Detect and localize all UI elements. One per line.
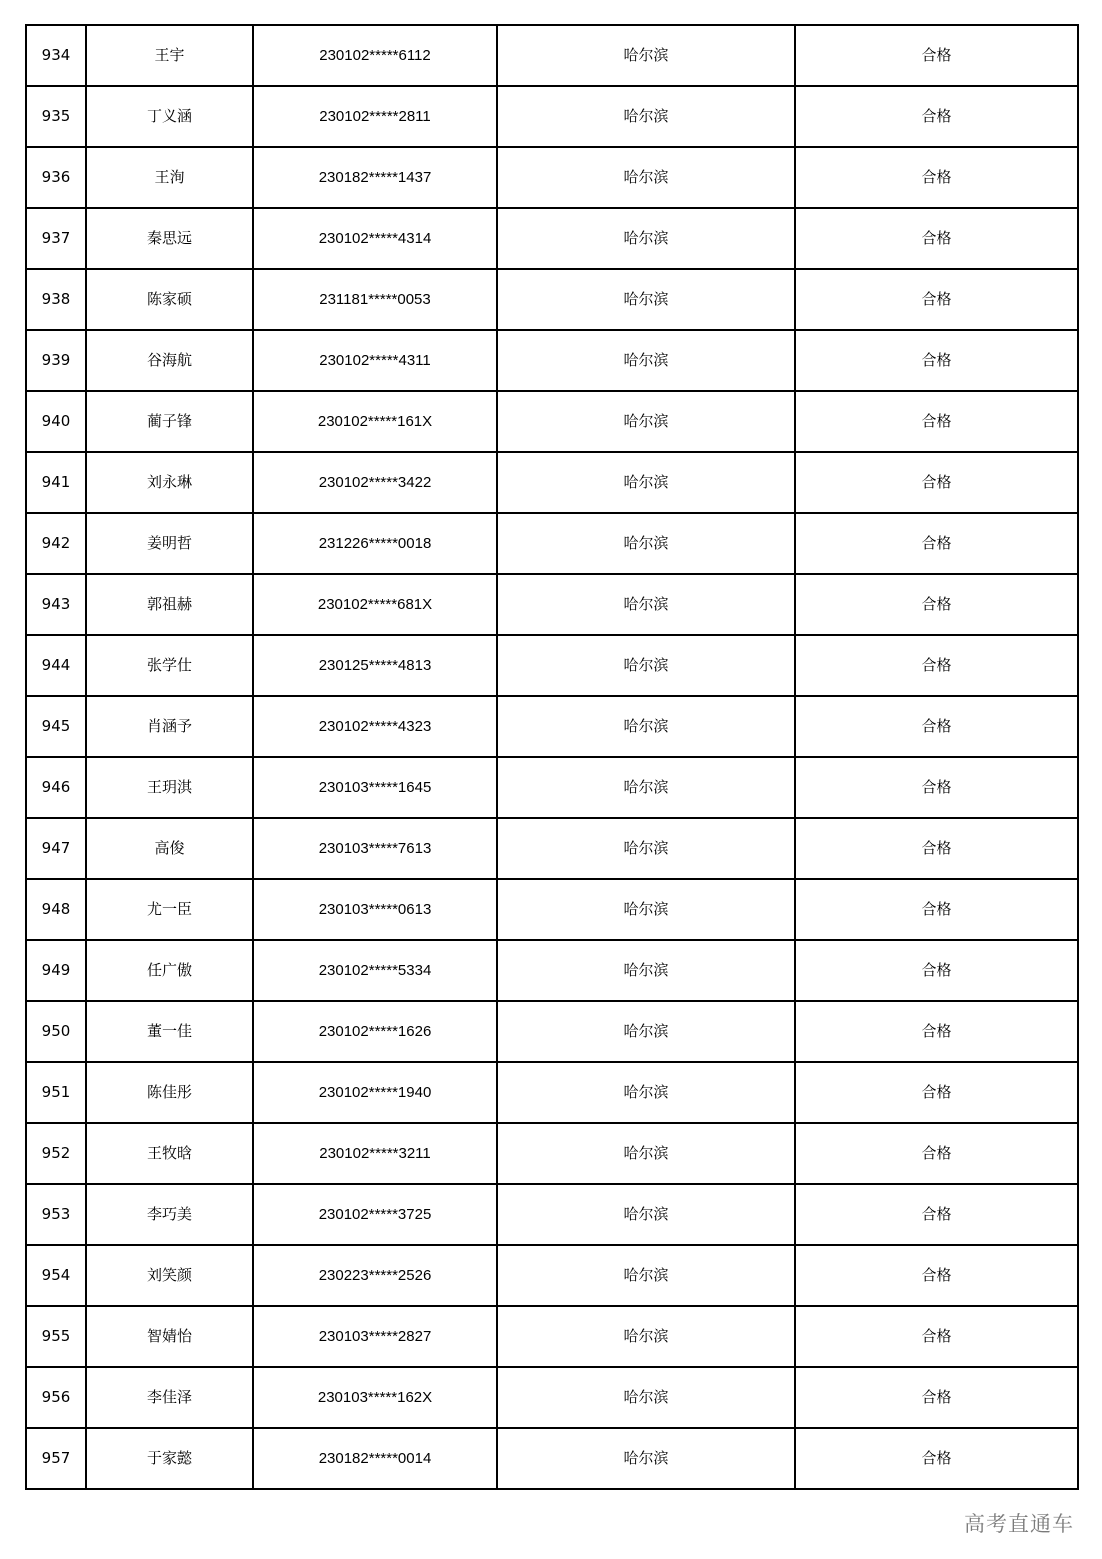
id-number: 230103*****2827 (253, 1306, 497, 1367)
row-number: 938 (26, 269, 86, 330)
roster-table (25, 24, 1079, 1490)
city: 哈尔滨 (497, 1001, 795, 1062)
result: 合格 (795, 25, 1078, 86)
row-number: 952 (26, 1123, 86, 1184)
table-row (26, 86, 1078, 147)
student-name: 李佳泽 (86, 1367, 253, 1428)
table-row (26, 757, 1078, 818)
student-name: 谷海航 (86, 330, 253, 391)
row-number: 956 (26, 1367, 86, 1428)
row-number: 943 (26, 574, 86, 635)
id-number: 230125*****4813 (253, 635, 497, 696)
city: 哈尔滨 (497, 574, 795, 635)
table-row (26, 940, 1078, 1001)
student-name: 陈佳彤 (86, 1062, 253, 1123)
city: 哈尔滨 (497, 391, 795, 452)
result: 合格 (795, 1245, 1078, 1306)
row-number: 940 (26, 391, 86, 452)
table-row (26, 879, 1078, 940)
id-number: 230102*****4311 (253, 330, 497, 391)
result: 合格 (795, 513, 1078, 574)
result: 合格 (795, 269, 1078, 330)
student-name: 王宇 (86, 25, 253, 86)
table-row (26, 391, 1078, 452)
city: 哈尔滨 (497, 208, 795, 269)
id-number: 230103*****162X (253, 1367, 497, 1428)
table-row (26, 1306, 1078, 1367)
table-row (26, 147, 1078, 208)
id-number: 230103*****1645 (253, 757, 497, 818)
id-number: 231226*****0018 (253, 513, 497, 574)
student-name: 王牧晗 (86, 1123, 253, 1184)
city: 哈尔滨 (497, 86, 795, 147)
table-row (26, 25, 1078, 86)
result: 合格 (795, 1428, 1078, 1489)
table-row (26, 208, 1078, 269)
id-number: 230103*****7613 (253, 818, 497, 879)
row-number: 934 (26, 25, 86, 86)
id-number: 230102*****3422 (253, 452, 497, 513)
id-number: 230182*****0014 (253, 1428, 497, 1489)
table-row (26, 1123, 1078, 1184)
student-name: 王洵 (86, 147, 253, 208)
student-name: 李巧美 (86, 1184, 253, 1245)
table-row (26, 452, 1078, 513)
result: 合格 (795, 879, 1078, 940)
student-name: 丁义涵 (86, 86, 253, 147)
id-number: 230102*****3211 (253, 1123, 497, 1184)
table-row (26, 330, 1078, 391)
row-number: 954 (26, 1245, 86, 1306)
result: 合格 (795, 696, 1078, 757)
city: 哈尔滨 (497, 818, 795, 879)
watermark: 高考直通车 (962, 1506, 1076, 1540)
city: 哈尔滨 (497, 1184, 795, 1245)
student-name: 高俊 (86, 818, 253, 879)
table-row (26, 1001, 1078, 1062)
result: 合格 (795, 86, 1078, 147)
row-number: 949 (26, 940, 86, 1001)
student-name: 智婧怡 (86, 1306, 253, 1367)
result: 合格 (795, 1062, 1078, 1123)
table-row (26, 635, 1078, 696)
row-number: 948 (26, 879, 86, 940)
result: 合格 (795, 391, 1078, 452)
id-number: 230182*****1437 (253, 147, 497, 208)
student-name: 王玥淇 (86, 757, 253, 818)
roster-table-body (26, 25, 1078, 1489)
id-number: 230102*****1626 (253, 1001, 497, 1062)
row-number: 951 (26, 1062, 86, 1123)
id-number: 230102*****1940 (253, 1062, 497, 1123)
result: 合格 (795, 330, 1078, 391)
table-row (26, 696, 1078, 757)
row-number: 955 (26, 1306, 86, 1367)
city: 哈尔滨 (497, 757, 795, 818)
table-row (26, 269, 1078, 330)
result: 合格 (795, 1306, 1078, 1367)
id-number: 230102*****4323 (253, 696, 497, 757)
row-number: 936 (26, 147, 86, 208)
city: 哈尔滨 (497, 452, 795, 513)
result: 合格 (795, 574, 1078, 635)
row-number: 957 (26, 1428, 86, 1489)
table-row (26, 1428, 1078, 1489)
result: 合格 (795, 208, 1078, 269)
result: 合格 (795, 1367, 1078, 1428)
city: 哈尔滨 (497, 1428, 795, 1489)
student-name: 姜明哲 (86, 513, 253, 574)
city: 哈尔滨 (497, 1062, 795, 1123)
row-number: 935 (26, 86, 86, 147)
student-name: 张学仕 (86, 635, 253, 696)
table-row (26, 1367, 1078, 1428)
row-number: 941 (26, 452, 86, 513)
city: 哈尔滨 (497, 696, 795, 757)
id-number: 230103*****0613 (253, 879, 497, 940)
student-name: 郭祖赫 (86, 574, 253, 635)
row-number: 937 (26, 208, 86, 269)
student-name: 肖涵予 (86, 696, 253, 757)
table-row (26, 513, 1078, 574)
id-number: 230223*****2526 (253, 1245, 497, 1306)
row-number: 953 (26, 1184, 86, 1245)
id-number: 230102*****4314 (253, 208, 497, 269)
result: 合格 (795, 1123, 1078, 1184)
table-row (26, 818, 1078, 879)
student-name: 蔺子锋 (86, 391, 253, 452)
student-name: 刘永琳 (86, 452, 253, 513)
result: 合格 (795, 452, 1078, 513)
id-number: 230102*****5334 (253, 940, 497, 1001)
city: 哈尔滨 (497, 1367, 795, 1428)
city: 哈尔滨 (497, 1123, 795, 1184)
row-number: 944 (26, 635, 86, 696)
city: 哈尔滨 (497, 513, 795, 574)
id-number: 230102*****681X (253, 574, 497, 635)
id-number: 230102*****3725 (253, 1184, 497, 1245)
student-name: 秦思远 (86, 208, 253, 269)
row-number: 945 (26, 696, 86, 757)
id-number: 230102*****161X (253, 391, 497, 452)
row-number: 942 (26, 513, 86, 574)
result: 合格 (795, 1184, 1078, 1245)
id-number: 230102*****6112 (253, 25, 497, 86)
result: 合格 (795, 635, 1078, 696)
city: 哈尔滨 (497, 879, 795, 940)
result: 合格 (795, 757, 1078, 818)
student-name: 于家懿 (86, 1428, 253, 1489)
student-name: 刘笑颜 (86, 1245, 253, 1306)
city: 哈尔滨 (497, 940, 795, 1001)
student-name: 陈家硕 (86, 269, 253, 330)
student-name: 尤一臣 (86, 879, 253, 940)
row-number: 947 (26, 818, 86, 879)
student-name: 董一佳 (86, 1001, 253, 1062)
city: 哈尔滨 (497, 330, 795, 391)
row-number: 939 (26, 330, 86, 391)
table-row (26, 1184, 1078, 1245)
city: 哈尔滨 (497, 1306, 795, 1367)
city: 哈尔滨 (497, 269, 795, 330)
id-number: 230102*****2811 (253, 86, 497, 147)
row-number: 950 (26, 1001, 86, 1062)
table-row (26, 574, 1078, 635)
row-number: 946 (26, 757, 86, 818)
result: 合格 (795, 818, 1078, 879)
result: 合格 (795, 147, 1078, 208)
city: 哈尔滨 (497, 1245, 795, 1306)
result: 合格 (795, 1001, 1078, 1062)
city: 哈尔滨 (497, 25, 795, 86)
result: 合格 (795, 940, 1078, 1001)
city: 哈尔滨 (497, 635, 795, 696)
id-number: 231181*****0053 (253, 269, 497, 330)
table-row (26, 1062, 1078, 1123)
table-row (26, 1245, 1078, 1306)
student-name: 任广傲 (86, 940, 253, 1001)
city: 哈尔滨 (497, 147, 795, 208)
